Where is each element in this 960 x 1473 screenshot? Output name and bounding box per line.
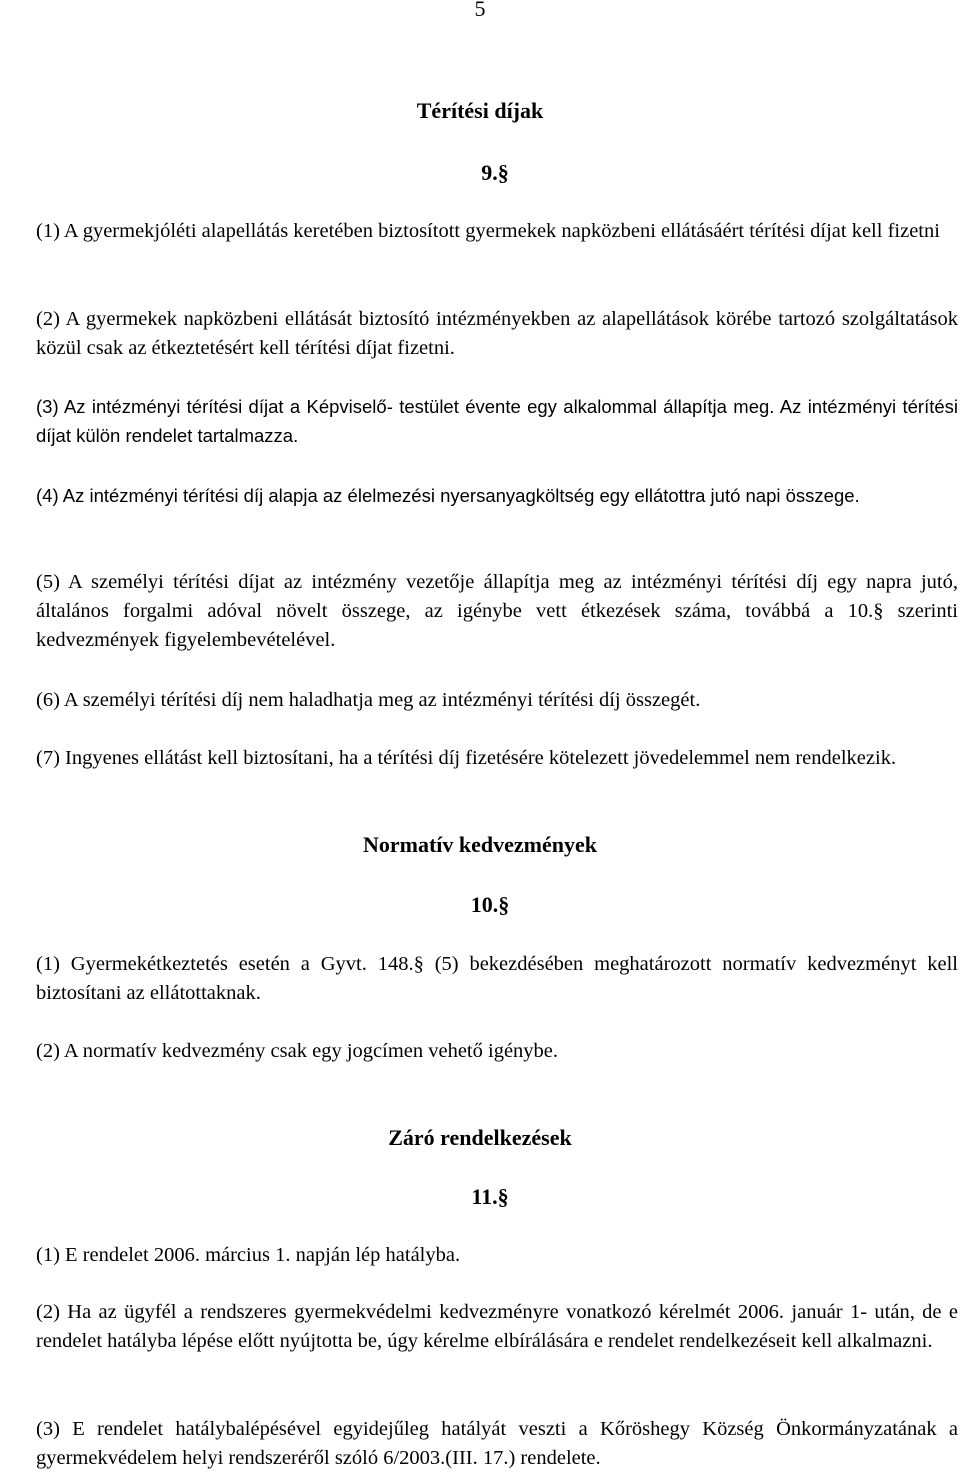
paragraph-text-part1: (5) A személyi térítési díjat az intézmény vezetője állapítja meg az intézményi térítési díj egy napra jutó, általános forgalmi adóval növelt összege, az igénybe vett étkezések száma, továbbá a 10. [36,571,958,622]
section-title: Normatív kedvezmények [362,832,597,857]
section-sign: § [498,892,510,917]
section-number [0,160,960,186]
section-number [0,1184,960,1210]
section-number-value: 11. [471,1184,498,1209]
paragraph-text-part1: (1) Gyermekétkeztetés esetén a Gyvt. 148. [36,953,414,975]
section-number [0,892,960,918]
paragraph-text-part2: szerinti kedvezmények figyelembevételével. [36,600,958,651]
paragraph: (2) A normatív kedvezmény csak egy jogcímen vehető igénybe. [36,1040,559,1062]
section-sign: § [873,600,884,622]
section-title: Záró rendelkezések [388,1125,572,1150]
paragraph: (2) A gyermekek napközbeni ellátását biztosító intézményekben az alapellátások körébe tartozó szolgáltatások közül csak az étkeztetésért kell térítési díjat fizetni. [36,308,958,359]
section-sign: § [413,953,424,975]
paragraph: (3) Az intézményi térítési díjat a Képviselő- testület évente egy alkalommal állapítja meg. Az intézményi térítési díjat külön rendelet tartalmazza. [36,396,958,446]
section-number-value: 10. [470,892,499,917]
paragraph: (4) Az intézményi térítési díj alapja az élelmezési nyersanyagköltség egy ellátottra jutó napi összege. [36,485,860,506]
section-sign: § [497,160,509,185]
paragraph: (1) E rendelet 2006. március 1. napján lép hatályba. [36,1244,461,1266]
paragraph: (7) Ingyenes ellátást kell biztosítani, ha a térítési díj fizetésére kötelezett jövedelemmel nem rendelkezik. [36,747,897,769]
section-number-value: 9. [481,160,498,185]
paragraph: (3) E rendelet hatálybalépésével egyidejűleg hatályát veszti a Kőröshegy Község Önkormányzatának a gyermekvédelem helyi rendszeréről szóló 6/2003.(III. 17.) rendelete. [36,1418,958,1469]
paragraph [36,950,958,1008]
paragraph-text-part2: (5) bekezdésében meghatározott normatív kedvezményt kell biztosítani az ellátottaknak. [36,953,958,1004]
page-number: 5 [474,0,486,21]
section-sign: § [497,1184,509,1209]
paragraph: (6) A személyi térítési díj nem haladhatja meg az intézményi térítési díj összegét. [36,689,701,711]
section-title: Térítési díjak [416,98,544,123]
paragraph [36,568,958,655]
paragraph: (2) Ha az ügyfél a rendszeres gyermekvédelmi kedvezményre vonatkozó kérelmét 2006. január 1- után, de e rendelet hatályba lépése előtt nyújtotta be, úgy kérelme elbírálására e rendelet rendelkezéseit kell alkalmazni. [36,1301,958,1352]
paragraph: (1) A gyermekjóléti alapellátás keretében biztosított gyermekek napközbeni ellátásáért térítési díjat kell fizetni [36,220,940,242]
